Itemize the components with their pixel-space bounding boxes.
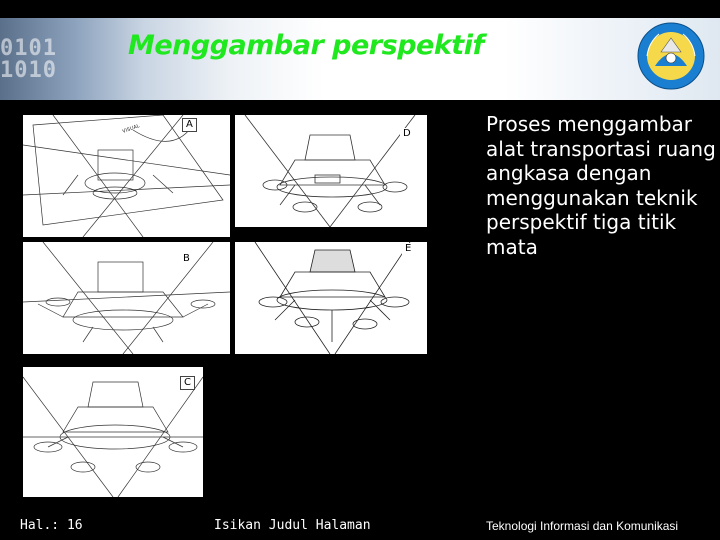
perspective-sketch-a [23,115,230,237]
perspective-sketch-d [235,115,427,227]
header-binary-decoration: 0101 1010 [0,36,57,83]
svg-text:VISUAL: VISUAL [121,123,141,135]
panel-label-d: D [400,128,414,140]
perspective-sketch-c [23,367,203,497]
drawing-panel-c [23,367,203,497]
panel-label-b: B [180,253,193,265]
drawing-panel-d [235,115,427,227]
panel-label-a: A [182,118,197,132]
slide-title: Menggambar perspektif [128,30,484,61]
perspective-sketch-e [235,242,427,354]
page-number: Hal.: 16 [20,518,83,533]
drawing-panel-b [23,242,230,354]
panel-label-e: E [402,243,414,255]
footer-subject: Teknologi Informasi dan Komunikasi [486,519,679,533]
tut-wuri-handayani-logo-icon [637,22,705,90]
perspective-sketch-b [23,242,230,354]
footer-title: Isikan Judul Halaman [214,518,371,533]
panel-label-c: C [180,376,195,390]
slide-description: Proses menggambar alat transportasi ruang angkasa dengan menggunakan teknik perspektif tiga titik mata [486,112,716,259]
drawing-panel-a [23,115,230,237]
drawing-panel-e [235,242,427,354]
top-strip [0,0,720,18]
